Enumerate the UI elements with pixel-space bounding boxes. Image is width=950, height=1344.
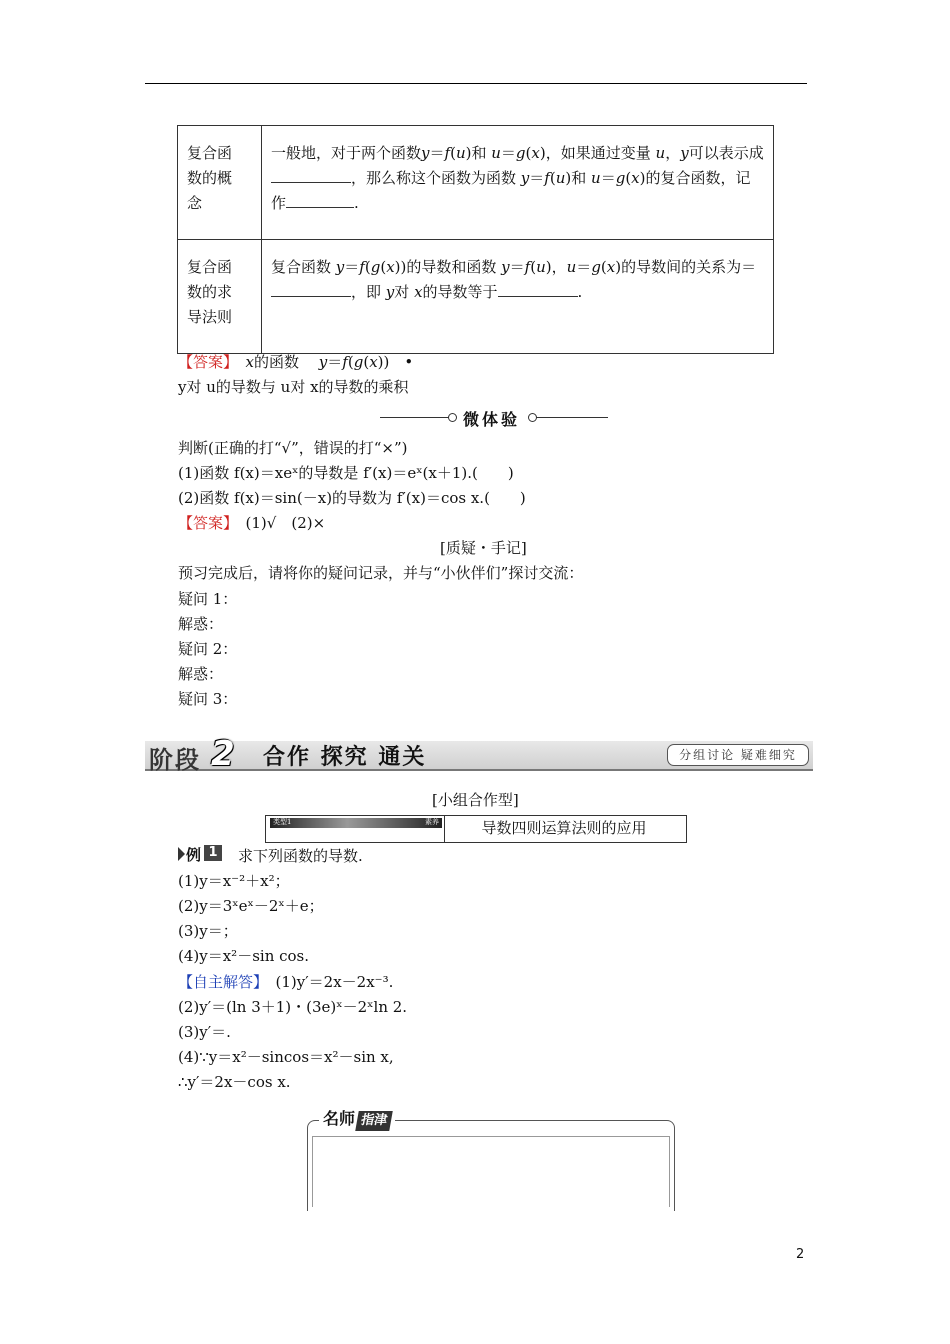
content-text: 的导数和函数	[406, 258, 497, 276]
fill-blank	[286, 191, 354, 208]
page-number: 2	[796, 1247, 805, 1262]
fill-blank	[498, 280, 578, 297]
answer-line: 【答案】 x的函数 y＝f(g(x)) •	[178, 353, 414, 371]
tips-content-area	[312, 1136, 670, 1207]
answer-text: •	[404, 353, 414, 371]
group-header: [小组合作型]	[432, 791, 519, 809]
solution-line	[178, 972, 393, 992]
tips-title: 名师	[323, 1109, 356, 1128]
solution-text: (1)y′＝2x－2x⁻³.	[275, 973, 394, 991]
row-key-text: 复合函 数的求 导法则	[187, 258, 233, 326]
answer-text: (1)√ (2)×	[245, 514, 326, 532]
content-text: ，即	[351, 283, 382, 301]
section-title: 微体验	[463, 410, 521, 429]
row-key-text: 复合函 数的概 念	[187, 144, 233, 212]
table-row	[178, 126, 774, 240]
teacher-tips-box	[307, 1106, 677, 1196]
judge-question-1: (1)函数 f(x)＝xeˣ的导数是 f′(x)＝eˣ(x＋1).( )	[178, 464, 514, 482]
type-skill-label: 素养	[425, 818, 439, 826]
fill-blank	[271, 166, 351, 183]
solution-line: (4)∵y＝x²－sincos＝x²－sin x,	[178, 1048, 394, 1066]
tips-heading	[319, 1106, 395, 1132]
example-item: (4)y＝x²－sin cos.	[178, 947, 310, 965]
solution-line: (3)y′＝.	[178, 1023, 231, 1041]
tips-badge: 指津	[355, 1111, 393, 1131]
example-item: (3)y＝；	[178, 922, 238, 940]
solution-line: ∴y′＝2x－cos x.	[178, 1073, 291, 1091]
stage-tag: 分组讨论 疑难细究	[667, 744, 809, 766]
example-badge	[178, 844, 224, 862]
notes-item: 解惑：	[178, 615, 224, 633]
content-text: 可以表示成	[688, 144, 764, 162]
content-text: 一般地，对于两个函数	[271, 144, 422, 162]
content-text: 的复合函数，记作	[271, 169, 751, 212]
judge-answer	[178, 513, 325, 533]
notes-header: [质疑・手记]	[440, 539, 527, 557]
row-key	[178, 126, 262, 240]
answer-line-2: y对 u的导数与 u对 x的导数的乘积	[178, 378, 409, 396]
content-text: ，那么称这个函数为函数	[351, 169, 517, 187]
table-row	[178, 240, 774, 354]
answer-label: 【答案】	[178, 353, 231, 371]
row-content: 复合函数 y＝f(g(x))的导数和函数 y＝f(u)，u＝g(x)的导数间的关系为＝，即 y对 x的导数等于 .	[262, 240, 774, 354]
answer-text: 的函数	[254, 353, 300, 371]
example-prompt: 求下列函数的导数.	[238, 847, 363, 865]
content-text: 复合函数	[271, 258, 332, 276]
divider	[380, 417, 452, 418]
stage-number: 2	[211, 734, 235, 774]
content-text: .	[354, 194, 359, 212]
dot-icon	[448, 413, 457, 422]
type-title: 导数四则运算法则的应用	[481, 819, 647, 837]
notes-intro: 预习完成后，请将你的疑问记录，并与“小伙伴们”探讨交流：	[178, 564, 584, 582]
solution-line: (2)y′＝(ln 3＋1)・(3e)ˣ－2ˣln 2.	[178, 998, 408, 1016]
row-content: 一般地，对于两个函数y＝f(u)和 u＝g(x)，如果通过变量 u，y可以表示成，那么称这个函数为函数 y＝f(u)和 u＝g(x)的复合函数，记作 .	[262, 126, 774, 240]
stage-banner	[145, 734, 813, 774]
header-rule	[145, 83, 807, 84]
type-box	[265, 815, 687, 843]
solution-label: 【自主解答】	[178, 973, 261, 991]
content-text: 的导数等于	[422, 283, 498, 301]
arrow-right-icon	[178, 847, 185, 861]
micro-experience-header	[380, 407, 606, 429]
judge-instruction: 判断(正确的打“√”，错误的打“×”)	[178, 439, 408, 457]
stage-title: 合作 探究 通关	[263, 744, 427, 770]
fill-blank	[271, 280, 351, 297]
notes-item: 疑问 1：	[178, 590, 238, 608]
example-item: (1)y＝x⁻²＋x²；	[178, 872, 290, 890]
stage-label: 阶段	[149, 746, 201, 774]
example-number: 1	[204, 845, 222, 861]
example-item: (2)y＝3ˣeˣ－2ˣ＋e；	[178, 897, 324, 915]
row-key	[178, 240, 262, 354]
content-text: ，如果通过变量	[545, 144, 651, 162]
divider	[536, 417, 608, 418]
type-label-bar	[270, 818, 442, 828]
concept-table	[177, 125, 774, 354]
notes-item: 疑问 2：	[178, 640, 238, 658]
notes-item: 疑问 3：	[178, 690, 238, 708]
notes-item: 解惑：	[178, 665, 224, 683]
example-word: 例	[186, 846, 202, 864]
content-text: .	[577, 283, 583, 301]
answer-label: 【答案】	[178, 514, 231, 532]
content-text: 的导数间的关系为＝	[621, 258, 757, 276]
type-label: 类型1	[273, 818, 292, 826]
judge-question-2: (2)函数 f(x)＝sin(－x)的导数为 f′(x)＝cos x.( )	[178, 489, 526, 507]
